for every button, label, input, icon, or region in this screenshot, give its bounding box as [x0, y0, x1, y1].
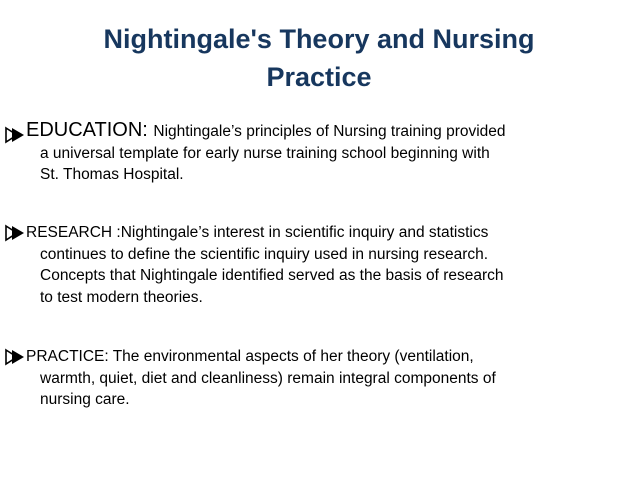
- bullet-practice-line-3: nursing care.: [40, 391, 130, 408]
- bullet-practice-text: [26, 346, 626, 411]
- bullet-education-line-1: [26, 120, 626, 143]
- slide-title: [20, 20, 618, 96]
- arrow-bullet-icon: [4, 126, 26, 144]
- bullet-education-line-3: St. Thomas Hospital.: [40, 166, 184, 183]
- slide-title-line-1: Nightingale's Theory and Nursing: [103, 24, 535, 54]
- arrow-bullet-icon: [4, 224, 26, 242]
- bullet-research-line-1: RESEARCH :Nightingale’s interest in scientific inquiry and statistics: [26, 224, 489, 241]
- bullet-research-text: [26, 222, 626, 308]
- bullet-research-line-2: continues to define the scientific inquiry used in nursing research.: [40, 245, 489, 263]
- bullet-education-lead: EDUCATION:: [26, 119, 154, 141]
- bullet-research-line-4: to test modern theories.: [40, 288, 203, 306]
- bullet-research-line-3: Concepts that Nightingale identified served as the basis of research: [40, 267, 504, 284]
- arrow-bullet-icon: [4, 348, 26, 366]
- bullet-education-line-2: a universal template for early nurse training school beginning with: [40, 144, 490, 162]
- bullet-education-text: [26, 120, 626, 186]
- bullet-practice-line-1: PRACTICE: The environmental aspects of her theory (ventilation,: [26, 348, 474, 365]
- slide-title-line-2: Practice: [266, 62, 372, 92]
- bullet-practice-line-2: warmth, quiet, diet and cleanliness) remain integral components of: [40, 369, 496, 387]
- bullet-education-line-1-rest: Nightingale’s principles of Nursing training provided: [153, 123, 506, 140]
